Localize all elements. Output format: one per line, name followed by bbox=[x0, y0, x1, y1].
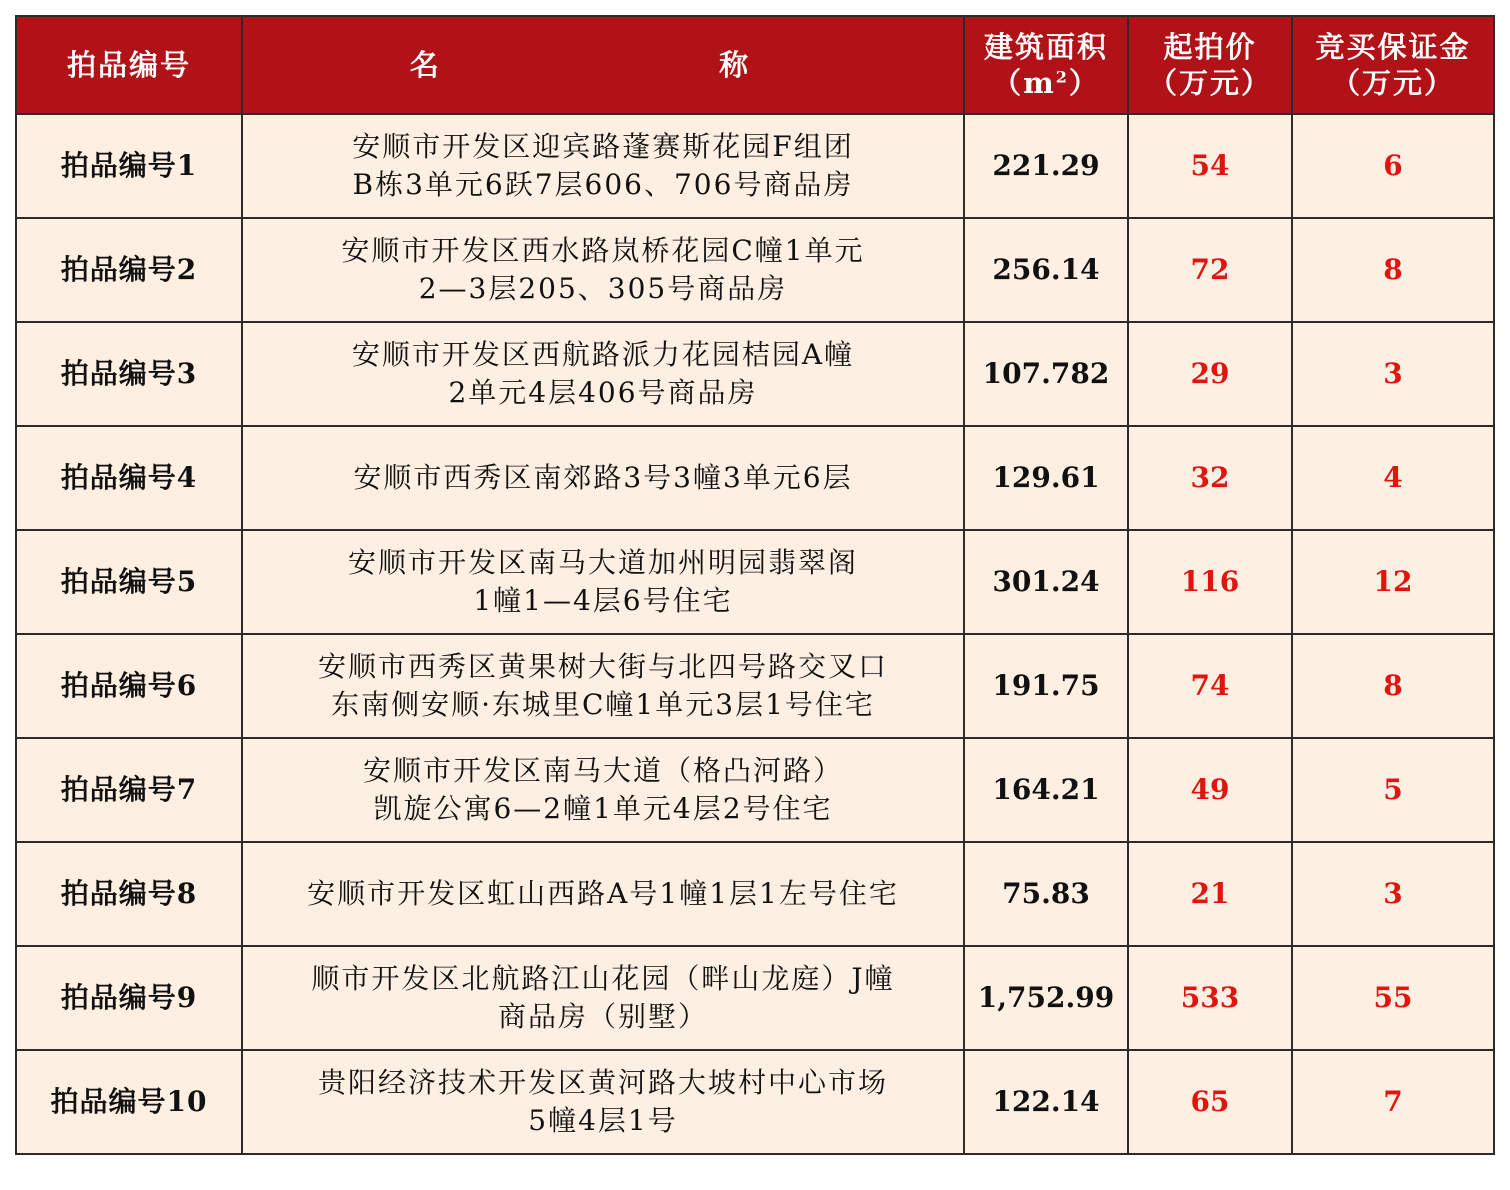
table-header-row bbox=[16, 16, 1494, 114]
area-cell: 107.782 bbox=[964, 322, 1128, 426]
lot-code-cell: 拍品编号5 bbox=[16, 530, 242, 634]
table-row bbox=[16, 738, 1494, 842]
lot-name-cell bbox=[242, 946, 964, 1050]
deposit-cell: 4 bbox=[1292, 426, 1494, 530]
lot-name-line1: 安顺市开发区西航路派力花园桔园A幢 bbox=[351, 338, 855, 371]
lot-name-cell bbox=[242, 322, 964, 426]
lot-code-cell: 拍品编号1 bbox=[16, 114, 242, 218]
header-area-unit: $(m^2)$ bbox=[992, 66, 1100, 100]
header-deposit bbox=[1292, 16, 1494, 114]
header-area bbox=[964, 16, 1128, 114]
table-row bbox=[16, 634, 1494, 738]
lot-code-cell: 拍品编号3 bbox=[16, 322, 242, 426]
deposit-cell: 3 bbox=[1292, 322, 1494, 426]
header-deposit-unit: （万元） bbox=[1330, 66, 1455, 100]
area-cell: 1,752.99 bbox=[964, 946, 1128, 1050]
lot-name-cell bbox=[242, 218, 964, 322]
start-price-cell: 533 bbox=[1128, 946, 1292, 1050]
start-price-cell: 72 bbox=[1128, 218, 1292, 322]
table-row bbox=[16, 322, 1494, 426]
lot-name-line2: 1幢1—4层6号住宅 bbox=[473, 584, 733, 617]
lot-name-line1: 安顺市开发区迎宾路蓬赛斯花园F组团 bbox=[352, 130, 854, 163]
lot-code-cell: 拍品编号9 bbox=[16, 946, 242, 1050]
start-price-cell: 116 bbox=[1128, 530, 1292, 634]
lot-name-line1: 安顺市开发区西水路岚桥花园C幢1单元 bbox=[341, 234, 865, 267]
lot-name-cell bbox=[242, 738, 964, 842]
header-start-price-unit: （万元） bbox=[1147, 66, 1272, 100]
table-row bbox=[16, 842, 1494, 946]
area-cell: 164.21 bbox=[964, 738, 1128, 842]
deposit-cell: 3 bbox=[1292, 842, 1494, 946]
lot-name-line2: 凯旋公寓6—2幢1单元4层2号住宅 bbox=[373, 792, 833, 825]
deposit-cell: 5 bbox=[1292, 738, 1494, 842]
lot-code-cell: 拍品编号8 bbox=[16, 842, 242, 946]
table-row bbox=[16, 114, 1494, 218]
lot-name-line1: 安顺市开发区虹山西路A号1幢1层1左号住宅 bbox=[307, 877, 899, 910]
table-row bbox=[16, 1050, 1494, 1154]
lot-name-line1: 安顺市开发区南马大道（格凸河路） bbox=[362, 754, 843, 787]
area-cell: 129.61 bbox=[964, 426, 1128, 530]
deposit-cell: 6 bbox=[1292, 114, 1494, 218]
header-name bbox=[242, 16, 964, 114]
lot-name-line1: 安顺市西秀区黄果树大街与北四号路交叉口 bbox=[317, 650, 888, 683]
start-price-cell: 49 bbox=[1128, 738, 1292, 842]
start-price-cell: 32 bbox=[1128, 426, 1292, 530]
auction-lots-table bbox=[15, 15, 1495, 1155]
deposit-cell: 55 bbox=[1292, 946, 1494, 1050]
lot-code-cell: 拍品编号6 bbox=[16, 634, 242, 738]
area-cell: 301.24 bbox=[964, 530, 1128, 634]
lot-name-line2: 2—3层205、305号商品房 bbox=[418, 272, 788, 305]
table-row bbox=[16, 530, 1494, 634]
lot-name-cell bbox=[242, 842, 964, 946]
deposit-cell: 12 bbox=[1292, 530, 1494, 634]
lot-name-cell bbox=[242, 530, 964, 634]
header-lot-code: 拍品编号 bbox=[16, 16, 242, 114]
lot-name-line2: 2单元4层406号商品房 bbox=[448, 376, 758, 409]
lot-name-cell bbox=[242, 426, 964, 530]
header-area-label: 建筑面积 bbox=[983, 30, 1108, 64]
lot-name-line2: 东南侧安顺·东城里C幢1单元3层1号住宅 bbox=[331, 688, 875, 721]
lot-name-cell bbox=[242, 1050, 964, 1154]
header-start-price bbox=[1128, 16, 1292, 114]
lot-name-cell bbox=[242, 114, 964, 218]
start-price-cell: 54 bbox=[1128, 114, 1292, 218]
area-cell: 256.14 bbox=[964, 218, 1128, 322]
start-price-cell: 65 bbox=[1128, 1050, 1292, 1154]
start-price-cell: 21 bbox=[1128, 842, 1292, 946]
table-row bbox=[16, 946, 1494, 1050]
start-price-cell: 74 bbox=[1128, 634, 1292, 738]
lot-name-line2: 商品房（别墅） bbox=[497, 1000, 708, 1033]
header-start-price-label: 起拍价 bbox=[1163, 30, 1257, 64]
lot-name-line2: 5幢4层1号 bbox=[528, 1104, 678, 1137]
header-deposit-label: 竞买保证金 bbox=[1315, 30, 1471, 64]
lot-code-cell: 拍品编号4 bbox=[16, 426, 242, 530]
lot-code-cell: 拍品编号2 bbox=[16, 218, 242, 322]
lot-name-cell bbox=[242, 634, 964, 738]
area-cell: 191.75 bbox=[964, 634, 1128, 738]
table-row bbox=[16, 218, 1494, 322]
lot-code-cell: 拍品编号7 bbox=[16, 738, 242, 842]
header-name-label: 名 称 bbox=[409, 48, 797, 82]
table-row bbox=[16, 426, 1494, 530]
table-body bbox=[16, 114, 1494, 1154]
lot-name-line1: 顺市开发区北航路江山花园（畔山龙庭）J幢 bbox=[311, 962, 895, 995]
deposit-cell: 7 bbox=[1292, 1050, 1494, 1154]
area-cell: 221.29 bbox=[964, 114, 1128, 218]
area-cell: 75.83 bbox=[964, 842, 1128, 946]
deposit-cell: 8 bbox=[1292, 634, 1494, 738]
deposit-cell: 8 bbox=[1292, 218, 1494, 322]
area-cell: 122.14 bbox=[964, 1050, 1128, 1154]
lot-name-line2: B栋3单元6跃7层606、706号商品房 bbox=[352, 168, 854, 201]
lot-name-line1: 安顺市西秀区南郊路3号3幢3单元6层 bbox=[353, 461, 853, 494]
lot-name-line1: 贵阳经济技术开发区黄河路大坡村中心市场 bbox=[317, 1066, 888, 1099]
lot-name-line1: 安顺市开发区南马大道加州明园翡翠阁 bbox=[347, 546, 858, 579]
lot-code-cell: 拍品编号10 bbox=[16, 1050, 242, 1154]
start-price-cell: 29 bbox=[1128, 322, 1292, 426]
